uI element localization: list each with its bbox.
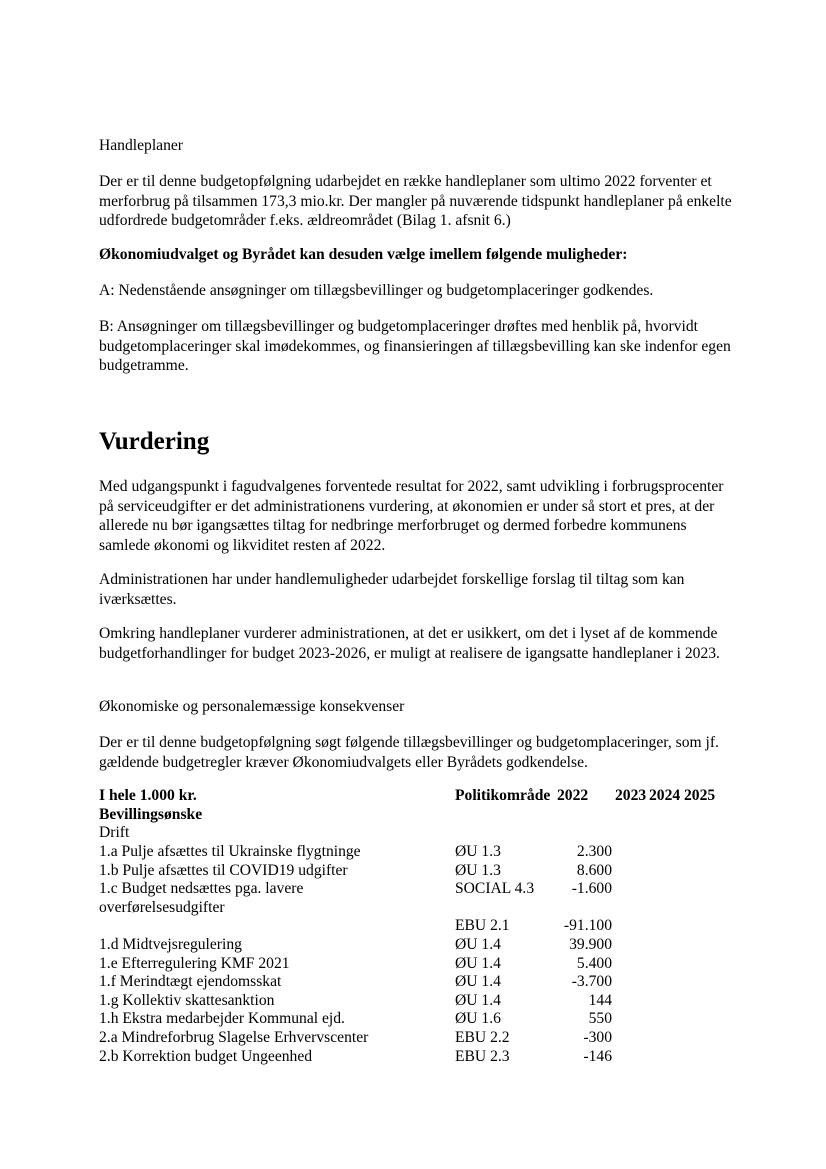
row-value-2022: -1.600: [571, 880, 612, 898]
header-2025: 2025: [684, 787, 716, 804]
header-area: Politikområde: [455, 787, 551, 804]
row-value-2022: 5.400: [576, 954, 612, 972]
option-b: B: Ansøgninger om tillægsbevillinger og budgetomplaceringer drøftes med henblik på, hvorvidt budgetomplaceringer skal imødekommes, og finansieringen af tillægsbevilling kan ske indenfor egen budgetramme.: [99, 318, 731, 374]
row-area: ØU 1.3: [455, 843, 501, 860]
row-label: 1.e Efterregulering KMF 2021: [99, 954, 290, 972]
table-row: [99, 861, 739, 880]
row-area: ØU 1.4: [455, 954, 501, 972]
row-label: 1.g Kollektiv skattesanktion: [99, 991, 275, 1009]
row-area: EBU 2.2: [455, 1029, 510, 1046]
subheader-label: Bevillingsønske: [99, 806, 203, 823]
table-row: [99, 842, 739, 861]
row-label: 1.a Pulje afsættes til Ukrainske flygtninge: [99, 843, 361, 860]
vurdering-paragraph-1: Med udgangspunkt i fagudvalgenes forventede resultat for 2022, samt udvikling i forbrugsprocenter på serviceudgifter er det administrationens vurdering, at økonomien er under så stort et pres, at der allerede nu bør igangsættes tiltag for nedbringe merforbruget og dermed forbedre kommunens samlede økonomi og likviditet resten af 2022.: [99, 478, 724, 554]
table-row: [99, 1047, 739, 1066]
konsekvenser-heading: Økonomiske og personalemæssige konsekvenser: [99, 698, 405, 715]
row-value-2022: 39.900: [569, 936, 612, 953]
row-area: SOCIAL 4.3: [455, 880, 535, 898]
row-value-2022: 8.600: [576, 861, 612, 879]
row-label: 1.b Pulje afsættes til COVID19 udgifter: [99, 861, 348, 879]
table-subheader: [99, 805, 739, 824]
table-row: [99, 1028, 739, 1047]
vurdering-paragraph-2: Administrationen har under handlemuligheder udarbejdet forskellige forslag til tiltag som kan iværksættes.: [99, 571, 685, 608]
table-row: [99, 916, 739, 935]
row-value-2022: -91.100: [563, 917, 612, 935]
row-area: ØU 1.4: [455, 991, 501, 1009]
table-row: [99, 954, 739, 973]
section-title-vurdering: Vurdering: [99, 428, 210, 455]
table-row: [99, 898, 739, 917]
row-area: ØU 1.6: [455, 1010, 501, 1028]
table-row: [99, 972, 739, 991]
row-label: overførelsesudgifter: [99, 898, 225, 916]
row-value-2022: 144: [588, 991, 612, 1009]
row-value-2022: -300: [583, 1029, 612, 1046]
row-label: 1.d Midtvejsregulering: [99, 936, 242, 953]
row-area: EBU 2.1: [455, 917, 510, 935]
row-label: 2.a Mindreforbrug Slagelse Erhvervscenter: [99, 1029, 369, 1046]
option-a: A: Nedenstående ansøgninger om tillægsbevillinger og budgetomplaceringer godkendes.: [99, 282, 654, 299]
table-row: [99, 991, 739, 1010]
handleplaner-paragraph: Der er til denne budgetopfølgning udarbejdet en række handleplaner som ultimo 2022 forventer et merforbrug på tilsammen 173,3 mio.kr. Der mangler på nuværende tidspunkt handleplaner på enkelte udfordrede budgetområder f.eks. ældreområdet (Bilag 1. afsnit 6.): [99, 173, 732, 229]
vurdering-paragraph-3: Omkring handleplaner vurderer administrationen, at det er usikkert, om det i lyset af de kommende budgetforhandlinger for budget 2023-2026, er muligt at realisere de igangsatte handleplaner i 2023.: [99, 625, 720, 662]
row-label: 1.c Budget nedsættes pga. lavere: [99, 880, 304, 898]
header-2024: 2024: [649, 787, 681, 804]
handleplaner-heading: Handleplaner: [99, 137, 183, 154]
table-row: [99, 1009, 739, 1028]
row-label: 2.b Korrektion budget Ungeenhed: [99, 1047, 313, 1065]
header-2023: 2023: [615, 787, 647, 804]
row-value-2022: -146: [583, 1047, 612, 1065]
section-label: Drift: [99, 824, 130, 841]
options-intro: Økonomiudvalget og Byrådet kan desuden vælge imellem følgende muligheder:: [99, 246, 628, 263]
row-value-2022: 550: [588, 1010, 612, 1028]
row-area: EBU 2.3: [455, 1047, 510, 1065]
header-2022: 2022: [557, 787, 589, 804]
vurdering-paragraph-5: Der er til denne budgetopfølgning søgt følgende tillægsbevillinger og budgetomplaceringer, som jf. gældende budgetregler kræver Økonomiudvalgets eller Byrådets godkendelse.: [99, 734, 719, 771]
row-value-2022: -3.700: [571, 973, 612, 991]
row-area: ØU 1.4: [455, 973, 501, 991]
row-label: 1.f Merindtægt ejendomsskat: [99, 973, 282, 991]
row-value-2022: 2.300: [576, 843, 612, 860]
table-row: [99, 935, 739, 954]
header-unit-label: I hele 1.000 kr.: [99, 787, 197, 804]
row-area: ØU 1.3: [455, 861, 501, 879]
table-row: [99, 879, 739, 898]
table-header-row: [99, 786, 739, 805]
table-section: [99, 823, 739, 842]
row-label: 1.h Ekstra medarbejder Kommunal ejd.: [99, 1010, 345, 1028]
row-area: ØU 1.4: [455, 936, 501, 953]
